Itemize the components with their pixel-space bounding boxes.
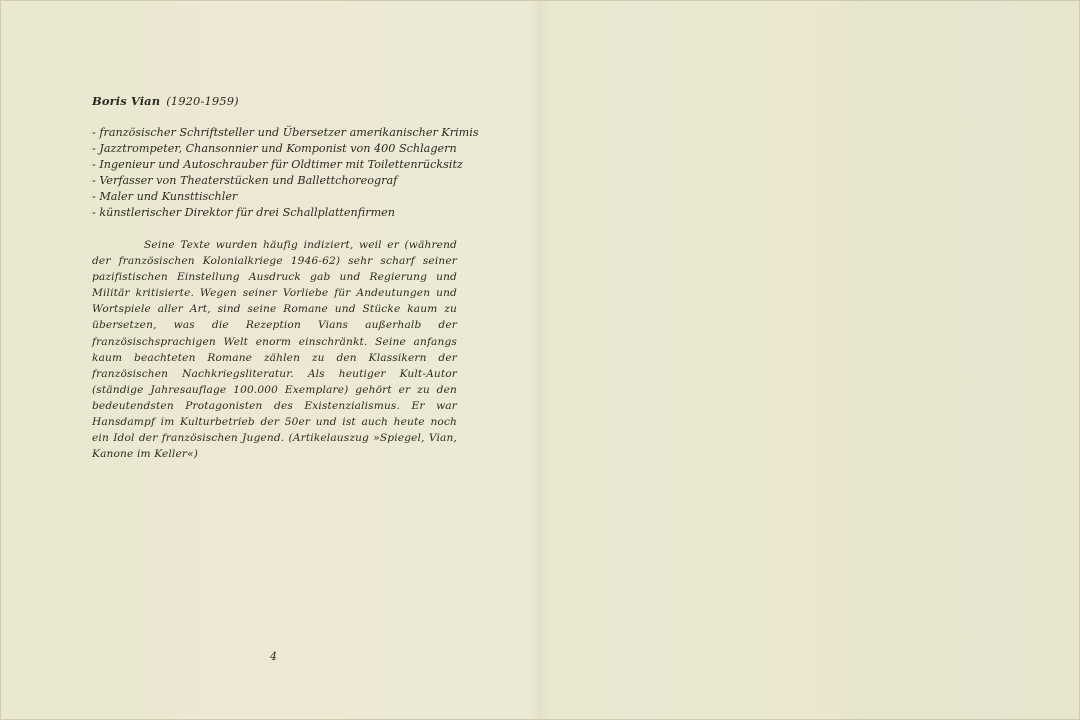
bio-item: - französischer Schriftsteller und Übersetzer amerikanischer Krimis [92,126,479,139]
author-heading [92,94,239,108]
right-page [540,0,1080,720]
author-dates: (1920-1959) [166,94,239,108]
bio-item: - Maler und Kunsttischler [92,190,238,203]
bio-list [92,125,479,221]
bio-item: - künstlerischer Direktor für drei Schallplattenfirmen [92,206,396,219]
page-number-left: 4 [270,650,277,663]
bio-item: - Jazztrompeter, Chansonnier und Komponist von 400 Schlagern [92,142,457,155]
bio-item: - Ingenieur und Autoschrauber für Oldtimer mit Toilettenrücksitz [92,158,463,171]
author-name: Boris Vian [92,94,161,108]
bio-paragraph: Seine Texte wurden häufig indiziert, weil er (während der französischen Kolonialkriege 1946-62) sehr scharf seiner pazifistischen Einstellung Ausdruck gab und Regierung und Militär kritisierte. Wegen seiner Vorliebe für Andeutungen und Wortspiele aller Art, sind seine Romane und Stücke kaum zu übersetzen, was die Rezeption Vians außerhalb der französischsprachigen Welt enorm einschränkt. Seine anfangs kaum beachteten Romane zählen zu den Klassikern der französischen Nachkriegsliteratur. Als heutiger Kult-Autor (ständige Jahresauflage 100.000 Exemplare) gehört er zu den bedeutendsten Protagonisten des Existenzialismus. Er war Hansdampf im Kulturbetrieb der 50er und ist auch heute noch ein Idol der französischen Jugend. (Artikelauszug »Spiegel, Vian, Kanone im Keller«) [92,239,457,461]
bio-item: - Verfasser von Theaterstücken und Ballettchoreograf [92,174,398,187]
